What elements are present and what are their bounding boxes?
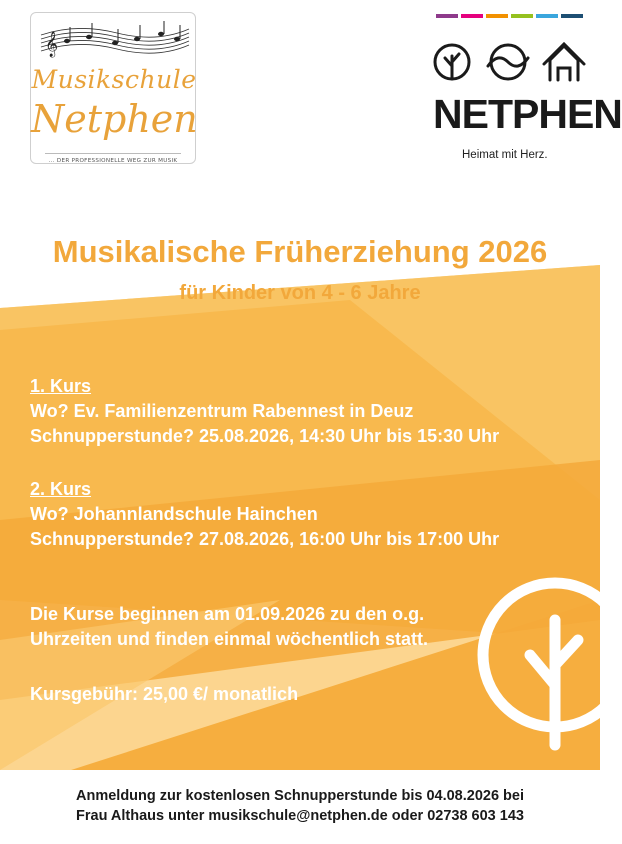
logo-divider [45,153,181,154]
netphen-icons [432,40,592,84]
logo-netphen-word: Netphen [31,97,198,141]
color-bar-1 [436,14,458,18]
tree-circle-icon [435,45,469,79]
footer [0,786,600,826]
color-bar-2 [461,14,483,18]
course2-heading: 2. Kurs [30,479,92,499]
info-line2: Uhrzeiten und finden einmal wöchentlich statt. [30,629,429,649]
page-subtitle: für Kinder von 4 - 6 Jahre [179,282,421,304]
logo-tagline: ... DER PROFESSIONELLE WEG ZUR MUSIK [48,158,178,164]
course2-location: Wo? Johannlandschule Hainchen [30,504,318,524]
course-fee: Kursgebühr: 25,00 €/ monatlich [30,684,299,704]
footer-line1: Anmeldung zur kostenlosen Schnupperstunde bis 04.08.2026 bei [76,788,524,804]
page-title: Musikalische Früherziehung 2026 [52,234,548,269]
color-bar-5 [536,14,558,18]
info-line1: Die Kurse beginnen am 01.09.2026 zu den o.g. [30,604,425,624]
netphen-wordmark: NETPHEN [433,91,622,137]
music-staff-icon [37,17,191,61]
svg-text:𝄞: 𝄞 [45,32,59,57]
wave-circle-icon [488,45,528,79]
color-bar-3 [486,14,508,18]
color-bar-6 [561,14,583,18]
course1-heading: 1. Kurs [30,376,92,396]
course1-location: Wo? Ev. Familienzentrum Rabennest in Deuz [30,401,414,421]
netphen-slogan: Heimat mit Herz. [462,149,548,161]
logo-musikschule-word: Musikschule [31,65,197,94]
color-bar-4 [511,14,533,18]
house-icon [544,44,584,80]
musikschule-logo [30,12,196,164]
course2-trial: Schnupperstunde? 27.08.2026, 16:00 Uhr bis 17:00 Uhr [30,529,500,549]
course1-trial: Schnupperstunde? 25.08.2026, 14:30 Uhr bis 15:30 Uhr [30,426,500,446]
footer-line2: Frau Althaus unter musikschule@netphen.de oder 02738 603 143 [76,808,524,824]
